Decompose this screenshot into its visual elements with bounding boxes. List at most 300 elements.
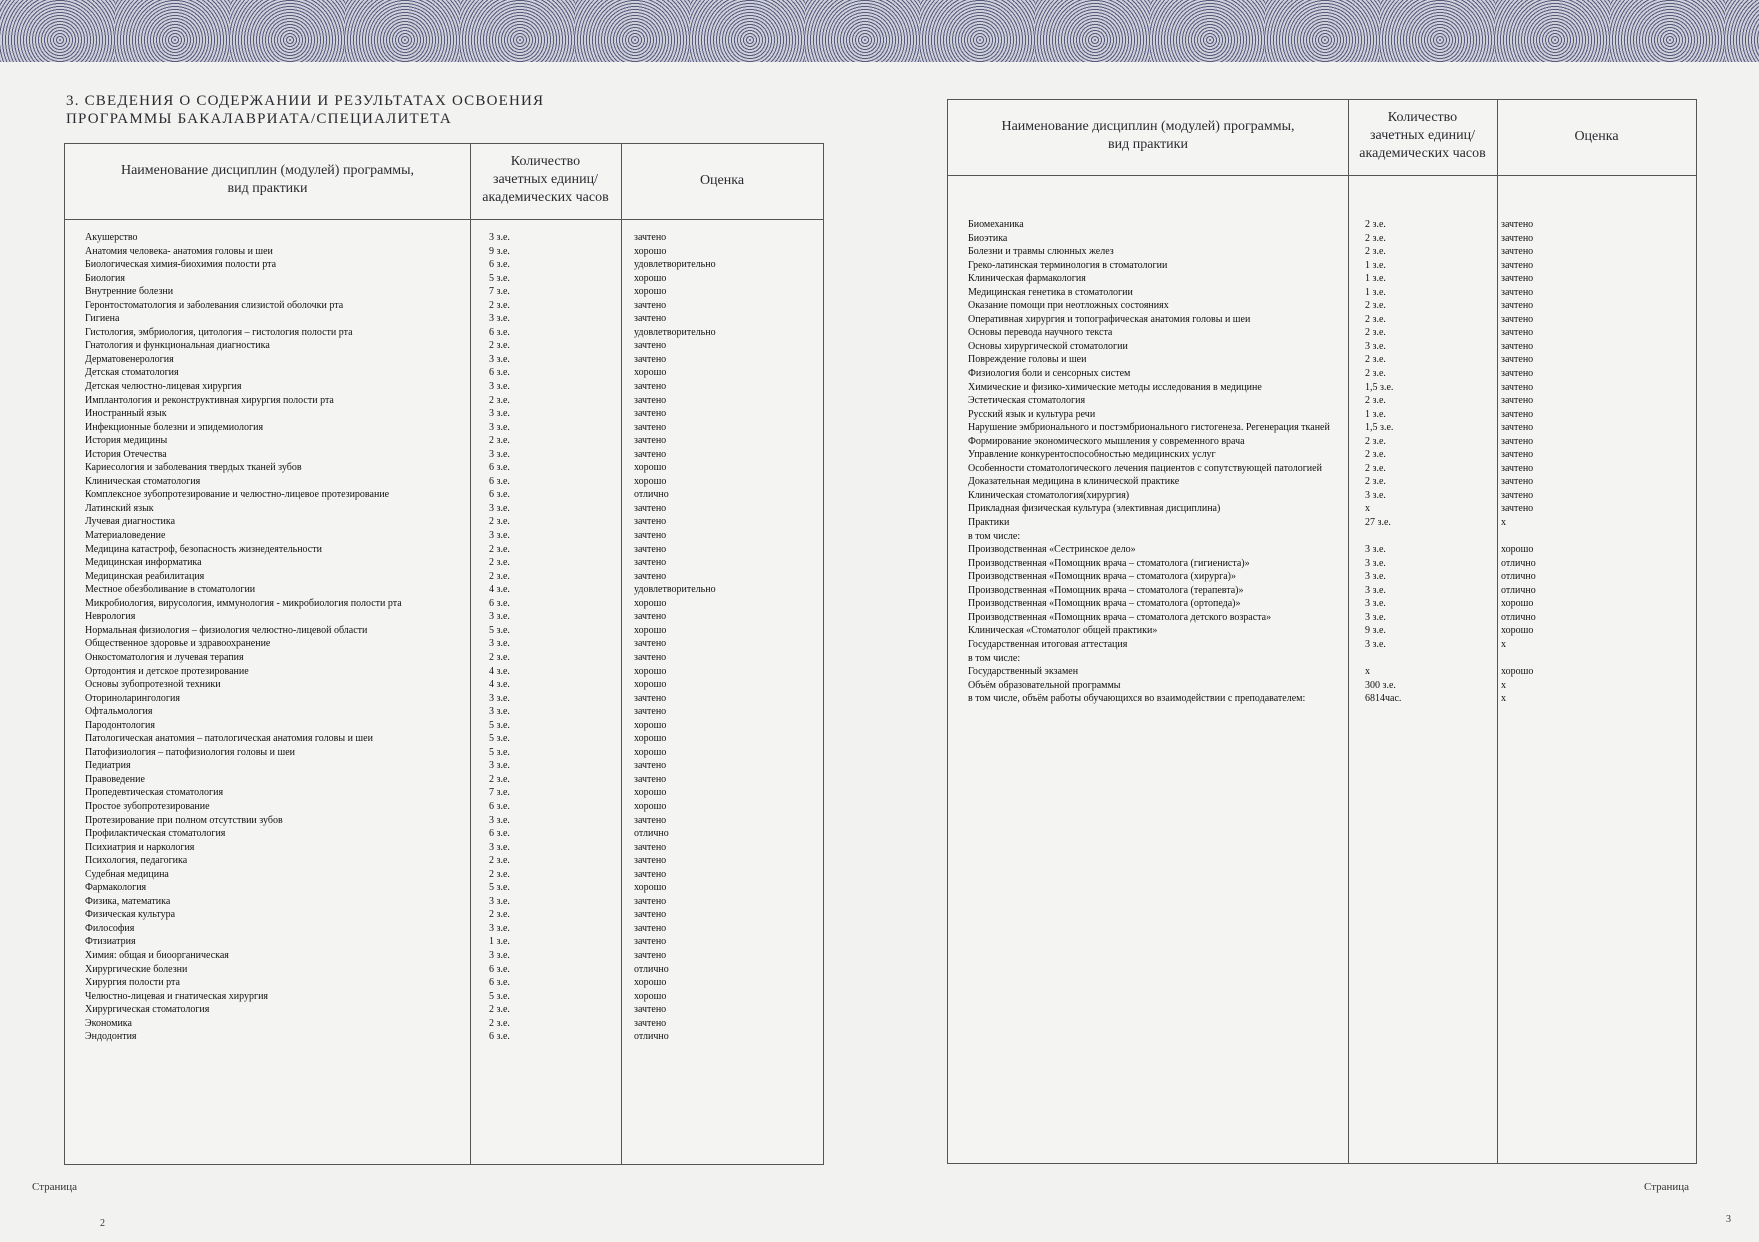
discipline-name: Микробиология, вирусология, иммунология - микробиология полости рта <box>85 597 402 609</box>
credits-value: х <box>1365 666 1370 678</box>
grade-value: хорошо <box>1501 598 1534 610</box>
discipline-name: Педиатрия <box>85 760 131 772</box>
table-row <box>85 637 815 651</box>
grade-value: зачтено <box>634 936 667 948</box>
table-row <box>85 421 815 435</box>
grade-value: зачтено <box>634 706 667 718</box>
grade-value: хорошо <box>634 977 667 989</box>
credits-value: 3 з.е. <box>489 502 510 514</box>
grade-value: отлично <box>634 828 669 840</box>
credits-value: 3 з.е. <box>489 949 510 961</box>
credits-value: 3 з.е. <box>489 760 510 772</box>
credits-value: 6 з.е. <box>489 475 510 487</box>
discipline-name: Повреждение головы и шеи <box>968 354 1087 366</box>
credits-value: 3 з.е. <box>489 313 510 325</box>
discipline-name: Ортодонтия и детское протезирование <box>85 665 249 677</box>
credits-value: 5 з.е. <box>489 733 510 745</box>
table-row <box>968 665 1688 679</box>
credits-value: 6814час. <box>1365 693 1402 705</box>
credits-value: 2 з.е. <box>489 773 510 785</box>
grade-value: удовлетворительно <box>634 326 716 338</box>
grade-value: зачтено <box>634 841 667 853</box>
credits-value: 2 з.е. <box>489 909 510 921</box>
table-row <box>85 651 815 665</box>
grade-value: зачтено <box>634 570 667 582</box>
discipline-name: Особенности стоматологического лечения пациентов с сопутствующей патологией <box>968 462 1322 474</box>
grade-value: зачтено <box>634 435 667 447</box>
discipline-name: Дерматовенерология <box>85 353 174 365</box>
credits-value: 2 з.е. <box>489 435 510 447</box>
discipline-name: Производственная «Помощник врача – стоматолога (гигиениста)» <box>968 557 1250 569</box>
credits-value: 6 з.е. <box>489 828 510 840</box>
credits-value: 2 з.е. <box>489 855 510 867</box>
table-row <box>968 259 1688 273</box>
discipline-name: Хирургия полости рта <box>85 977 180 989</box>
table-row <box>85 881 815 895</box>
table-row <box>85 515 815 529</box>
discipline-name: Простое зубопротезирование <box>85 800 210 812</box>
table-row <box>85 231 815 245</box>
credits-value: 3 з.е. <box>489 638 510 650</box>
discipline-name: Химические и физико-химические методы исследования в медицине <box>968 381 1262 393</box>
credits-value: 1 з.е. <box>1365 408 1386 420</box>
discipline-name: Физиология боли и сенсорных систем <box>968 368 1131 380</box>
discipline-name: Болезни и травмы слюнных желез <box>968 246 1114 258</box>
credits-value: 9 з.е. <box>1365 625 1386 637</box>
discipline-name: Геронтостоматология и заболевания слизистой оболочки рта <box>85 299 344 311</box>
table-row <box>85 502 815 516</box>
discipline-name: Онкостоматология и лучевая терапия <box>85 651 244 663</box>
discipline-name: в том числе: <box>968 530 1021 542</box>
grade-value: зачтено <box>634 408 667 420</box>
credits-value: 3 з.е. <box>489 381 510 393</box>
grade-value: зачтено <box>634 773 667 785</box>
discipline-name: Фтизиатрия <box>85 936 136 948</box>
grade-value: зачтено <box>1501 449 1534 461</box>
table-row <box>85 854 815 868</box>
credits-value: 2 з.е. <box>489 543 510 555</box>
header-discipline-name: Наименование дисциплин (модулей) программы, вид практики <box>1001 119 1295 152</box>
grade-value: зачтено <box>1501 435 1534 447</box>
table-row <box>85 719 815 733</box>
credits-value: 2 з.е. <box>1365 395 1386 407</box>
credits-value: 1 з.е. <box>1365 259 1386 271</box>
discipline-name: Пропедевтическая стоматология <box>85 787 224 799</box>
credits-value: 3 з.е. <box>1365 584 1386 596</box>
table-row <box>968 367 1688 381</box>
discipline-name: Патофизиология – патофизиология головы и шеи <box>85 746 295 758</box>
table-row <box>85 692 815 706</box>
grade-value: зачтено <box>634 1004 667 1016</box>
header-grade: Оценка <box>1574 129 1619 144</box>
credits-value: 6 з.е. <box>489 259 510 271</box>
credits-value: 2 з.е. <box>489 1004 510 1016</box>
table-row <box>85 272 815 286</box>
credits-value: 2 з.е. <box>1365 219 1386 230</box>
credits-value: 3 з.е. <box>489 841 510 853</box>
grade-value: зачтено <box>634 353 667 365</box>
credits-value: 2 з.е. <box>489 557 510 569</box>
grade-value: зачтено <box>634 543 667 555</box>
table-row <box>968 408 1688 422</box>
table-row <box>968 462 1688 476</box>
header-grade: Оценка <box>699 173 745 188</box>
grade-value: зачтено <box>1501 503 1534 515</box>
discipline-name: Детская стоматология <box>85 367 179 379</box>
grade-value: зачтено <box>1501 259 1534 271</box>
discipline-name: Клиническая «Стоматолог общей практики» <box>968 625 1158 637</box>
discipline-name: Клиническая фармакология <box>968 273 1086 285</box>
table-row <box>85 705 815 719</box>
credits-value: 3 з.е. <box>1365 557 1386 569</box>
header-credits: Количество зачетных единиц/ академических часов <box>482 154 609 205</box>
table-row <box>968 489 1688 503</box>
credits-value: 2 з.е. <box>1365 449 1386 461</box>
discipline-name: Биология <box>85 272 126 284</box>
credits-value: 2 з.е. <box>1365 368 1386 380</box>
grade-value: зачтено <box>634 381 667 393</box>
credits-value: 5 з.е. <box>489 882 510 894</box>
discipline-name: Производственная «Сестринское дело» <box>968 544 1136 556</box>
discipline-name: Гнатология и функциональная диагностика <box>85 340 270 352</box>
discipline-name: Доказательная медицина в клинической практике <box>968 476 1180 488</box>
grade-value: зачтено <box>634 516 667 528</box>
credits-value: 5 з.е. <box>489 990 510 1002</box>
discipline-name: Нарушение эмбрионального и постэмбрионального гистогенеза. Регенерация тканей <box>968 422 1330 434</box>
table-row <box>968 218 1688 232</box>
table-row <box>85 407 815 421</box>
grade-value: хорошо <box>634 719 667 731</box>
grades-table-left <box>64 143 824 1165</box>
discipline-name: Клиническая стоматология(хирургия) <box>968 489 1130 501</box>
discipline-name: Формирование экономического мышления у современного врача <box>968 435 1245 447</box>
page-number: 2 <box>100 1218 105 1229</box>
credits-value: 4 з.е. <box>489 584 510 596</box>
credits-value: 6 з.е. <box>489 462 510 474</box>
grade-value: зачтено <box>634 949 667 961</box>
credits-value: 3 з.е. <box>489 814 510 826</box>
credits-value: 2 з.е. <box>1365 462 1386 474</box>
credits-value: 1 з.е. <box>489 936 510 948</box>
table-row <box>85 461 815 475</box>
table-row <box>968 326 1688 340</box>
credits-value: 2 з.е. <box>489 570 510 582</box>
grade-value: зачтено <box>1501 246 1534 258</box>
grade-value: зачтено <box>634 922 667 934</box>
grade-value: хорошо <box>634 597 667 609</box>
table-row <box>85 434 815 448</box>
grade-value: зачтено <box>1501 368 1534 380</box>
credits-value: 2 з.е. <box>489 394 510 406</box>
credits-value: 3 з.е. <box>489 530 510 542</box>
credits-value: 5 з.е. <box>489 746 510 758</box>
grade-value: хорошо <box>634 367 667 379</box>
table-row <box>968 353 1688 367</box>
table-row <box>85 475 815 489</box>
grade-value: удовлетворительно <box>634 259 716 271</box>
credits-value: 3 з.е. <box>489 706 510 718</box>
grade-value: хорошо <box>634 746 667 758</box>
grade-value: хорошо <box>634 245 667 257</box>
credits-value: 5 з.е. <box>489 272 510 284</box>
discipline-name: Акушерство <box>85 232 138 243</box>
grade-value: хорошо <box>634 624 667 636</box>
grade-value: зачтено <box>634 313 667 325</box>
discipline-name: Пародонтология <box>85 719 155 731</box>
table-row <box>968 557 1688 571</box>
grade-value: отлично <box>1501 571 1536 583</box>
credits-value: 5 з.е. <box>489 624 510 636</box>
table-row <box>85 448 815 462</box>
discipline-name: Философия <box>85 922 135 934</box>
grade-value: хорошо <box>634 272 667 284</box>
grade-value: отлично <box>634 1031 669 1043</box>
discipline-name: Оториноларингология <box>85 692 180 704</box>
discipline-name: Эстетическая стоматология <box>968 395 1086 407</box>
table-row <box>968 652 1688 666</box>
discipline-name: Судебная медицина <box>85 868 169 880</box>
discipline-name: Физика, математика <box>85 895 171 907</box>
discipline-name: Объём образовательной программы <box>968 679 1121 691</box>
credits-value: 4 з.е. <box>489 665 510 677</box>
table-row <box>85 922 815 936</box>
table-row <box>968 692 1688 706</box>
grade-value: зачтено <box>634 557 667 569</box>
grade-value: х <box>1501 679 1506 691</box>
table-body <box>968 218 1688 706</box>
discipline-name: Русский язык и культура речи <box>968 408 1096 420</box>
grade-value: зачтено <box>1501 381 1534 393</box>
discipline-name: Оперативная хирургия и топографическая анатомия головы и шеи <box>968 313 1251 325</box>
discipline-name: Производственная «Помощник врача – стоматолога (ортопеда)» <box>968 598 1241 610</box>
discipline-name: Биоэтика <box>968 232 1008 244</box>
credits-value: 300 з.е. <box>1365 679 1396 691</box>
discipline-name: Латинский язык <box>85 502 154 514</box>
table-row <box>85 488 815 502</box>
table-row <box>85 773 815 787</box>
discipline-name: Хирургическая стоматология <box>85 1004 210 1016</box>
grade-value: зачтено <box>1501 300 1534 312</box>
table-row <box>968 232 1688 246</box>
table-row <box>85 326 815 340</box>
grade-value: зачтено <box>634 421 667 433</box>
table-row <box>85 990 815 1004</box>
discipline-name: Фармакология <box>85 882 147 894</box>
grade-value: хорошо <box>634 462 667 474</box>
credits-value: 7 з.е. <box>489 286 510 298</box>
grade-value: зачтено <box>634 909 667 921</box>
table-row <box>85 976 815 990</box>
grade-value: зачтено <box>634 638 667 650</box>
table-row <box>968 638 1688 652</box>
table-row <box>85 258 815 272</box>
discipline-name: Кариесология и заболевания твердых тканей зубов <box>85 462 302 474</box>
table-row <box>85 732 815 746</box>
table-row <box>85 624 815 638</box>
credits-value: 2 з.е. <box>1365 313 1386 325</box>
grade-value: зачтено <box>1501 327 1534 339</box>
credits-value: 2 з.е. <box>489 868 510 880</box>
table-row <box>968 502 1688 516</box>
grade-value: хорошо <box>634 800 667 812</box>
table-row <box>85 949 815 963</box>
credits-value: х <box>1365 503 1370 515</box>
discipline-name: Государственный экзамен <box>968 666 1079 678</box>
discipline-name: Греко-латинская терминология в стоматологии <box>968 259 1168 271</box>
discipline-name: Детская челюстно-лицевая хирургия <box>85 381 242 393</box>
credits-value: 6 з.е. <box>489 489 510 501</box>
discipline-name: Управление конкурентоспособностью медицинских услуг <box>968 449 1216 461</box>
table-row <box>85 759 815 773</box>
discipline-name: Психология, педагогика <box>85 855 188 867</box>
discipline-name: Прикладная физическая культура (элективная дисциплина) <box>968 503 1221 515</box>
table-row <box>85 583 815 597</box>
credits-value: 3 з.е. <box>1365 598 1386 610</box>
table-row <box>85 380 815 394</box>
credits-value: 2 з.е. <box>489 340 510 352</box>
credits-value: 3 з.е. <box>1365 611 1386 623</box>
discipline-name: Основы хирургической стоматологии <box>968 340 1128 352</box>
grade-value: зачтено <box>1501 286 1534 298</box>
grade-value: зачтено <box>634 855 667 867</box>
discipline-name: Внутренние болезни <box>85 286 174 298</box>
credits-value: 4 з.е. <box>489 679 510 691</box>
table-row <box>85 908 815 922</box>
credits-value: 3 з.е. <box>1365 638 1386 650</box>
grade-value: зачтено <box>634 651 667 663</box>
credits-value: 2 з.е. <box>489 516 510 528</box>
table-row <box>85 868 815 882</box>
grade-value: хорошо <box>1501 625 1534 637</box>
table-row <box>85 895 815 909</box>
discipline-name: Психиатрия и наркология <box>85 841 195 853</box>
grade-value: хорошо <box>634 787 667 799</box>
grade-value: зачтено <box>1501 462 1534 474</box>
discipline-name: в том числе: <box>968 652 1021 664</box>
discipline-name: Местное обезболивание в стоматологии <box>85 584 256 596</box>
table-row <box>968 543 1688 557</box>
discipline-name: Практики <box>968 517 1010 529</box>
section-title: 3. СВЕДЕНИЯ О СОДЕРЖАНИИ И РЕЗУЛЬТАТАХ ОСВОЕНИЯ ПРОГРАММЫ БАКАЛАВРИАТА/СПЕЦИАЛИТЕТА <box>66 93 545 127</box>
grade-value: хорошо <box>1501 666 1534 678</box>
discipline-name: Химия: общая и биоорганическая <box>85 949 229 961</box>
page-number: 3 <box>1726 1214 1731 1225</box>
table-row <box>85 529 815 543</box>
credits-value: 9 з.е. <box>489 245 510 257</box>
discipline-name: Анатомия человека- анатомия головы и шеи <box>85 245 273 257</box>
discipline-name: Нормальная физиология – физиология челюстно-лицевой области <box>85 624 368 636</box>
table-row <box>85 285 815 299</box>
credits-value: 3 з.е. <box>1365 489 1386 501</box>
credits-value: 3 з.е. <box>489 408 510 420</box>
discipline-name: Оказание помощи при неотложных состояниях <box>968 300 1169 312</box>
table-row <box>85 665 815 679</box>
header-discipline-name: Наименование дисциплин (модулей) программы, вид практики <box>120 163 415 196</box>
header-credits: Количество зачетных единиц/ академических часов <box>1359 110 1486 161</box>
grade-value: х <box>1501 638 1506 650</box>
credits-value: 3 з.е. <box>489 692 510 704</box>
grade-value: х <box>1501 693 1506 705</box>
grade-value: зачтено <box>634 502 667 514</box>
grade-value: зачтено <box>634 868 667 880</box>
credits-value: 1 з.е. <box>1365 286 1386 298</box>
table-row <box>85 678 815 692</box>
table-row <box>85 1030 815 1044</box>
credits-value: 2 з.е. <box>489 651 510 663</box>
table-row <box>85 597 815 611</box>
discipline-name: Медицина катастроф, безопасность жизнедеятельности <box>85 543 322 555</box>
discipline-name: Медицинская информатика <box>85 557 202 569</box>
table-row <box>968 272 1688 286</box>
grade-value: х <box>1501 517 1506 529</box>
credits-value: 2 з.е. <box>1365 327 1386 339</box>
page-label: Страница <box>1644 1181 1690 1193</box>
discipline-name: Неврология <box>85 611 136 623</box>
discipline-name: Производственная «Помощник врача – стоматолога (терапевта)» <box>968 584 1244 596</box>
credits-value: 2 з.е. <box>1365 435 1386 447</box>
grade-value: зачтено <box>634 232 667 243</box>
credits-value: 6 з.е. <box>489 1031 510 1043</box>
grade-value: зачтено <box>1501 313 1534 325</box>
grade-value: зачтено <box>634 692 667 704</box>
discipline-name: Правоведение <box>85 773 145 785</box>
page-3 <box>880 0 1759 1242</box>
table-row <box>85 746 815 760</box>
grade-value: удовлетворительно <box>634 584 716 596</box>
credits-value: 2 з.е. <box>489 1017 510 1029</box>
credits-value: 6 з.е. <box>489 800 510 812</box>
discipline-name: Лучевая диагностика <box>85 516 176 528</box>
discipline-name: Производственная «Помощник врача – стоматолога детского возраста» <box>968 611 1272 623</box>
grade-value: зачтено <box>1501 408 1534 420</box>
table-row <box>968 475 1688 489</box>
grade-value: отлично <box>1501 557 1536 569</box>
grade-value: хорошо <box>634 733 667 745</box>
discipline-name: Иностранный язык <box>85 408 167 420</box>
discipline-name: Эндодонтия <box>85 1031 137 1043</box>
table-row <box>968 530 1688 544</box>
credits-value: 3 з.е. <box>489 353 510 365</box>
grade-value: отлично <box>634 963 669 975</box>
credits-value: 3 з.е. <box>489 895 510 907</box>
grade-value: хорошо <box>634 665 667 677</box>
grades-table-right <box>947 99 1697 1164</box>
credits-value: 2 з.е. <box>1365 232 1386 244</box>
discipline-name: Инфекционные болезни и эпидемиология <box>85 421 264 433</box>
credits-value: 27 з.е. <box>1365 517 1391 529</box>
grade-value: зачтено <box>634 1017 667 1029</box>
table-row <box>85 366 815 380</box>
table-row <box>968 570 1688 584</box>
grade-value: хорошо <box>634 679 667 691</box>
table-row <box>85 935 815 949</box>
table-row <box>85 339 815 353</box>
table-row <box>968 421 1688 435</box>
grade-value: зачтено <box>634 299 667 311</box>
table-row <box>968 286 1688 300</box>
grade-value: зачтено <box>1501 489 1534 501</box>
discipline-name: История Отечества <box>85 448 167 460</box>
table-row <box>85 800 815 814</box>
table-row <box>968 435 1688 449</box>
table-row <box>85 610 815 624</box>
credits-value: 1,5 з.е. <box>1365 381 1394 393</box>
credits-value: 3 з.е. <box>489 448 510 460</box>
credits-value: 3 з.е. <box>1365 571 1386 583</box>
table-row <box>968 597 1688 611</box>
page-label: Страница <box>32 1181 78 1193</box>
grade-value: зачтено <box>634 394 667 406</box>
